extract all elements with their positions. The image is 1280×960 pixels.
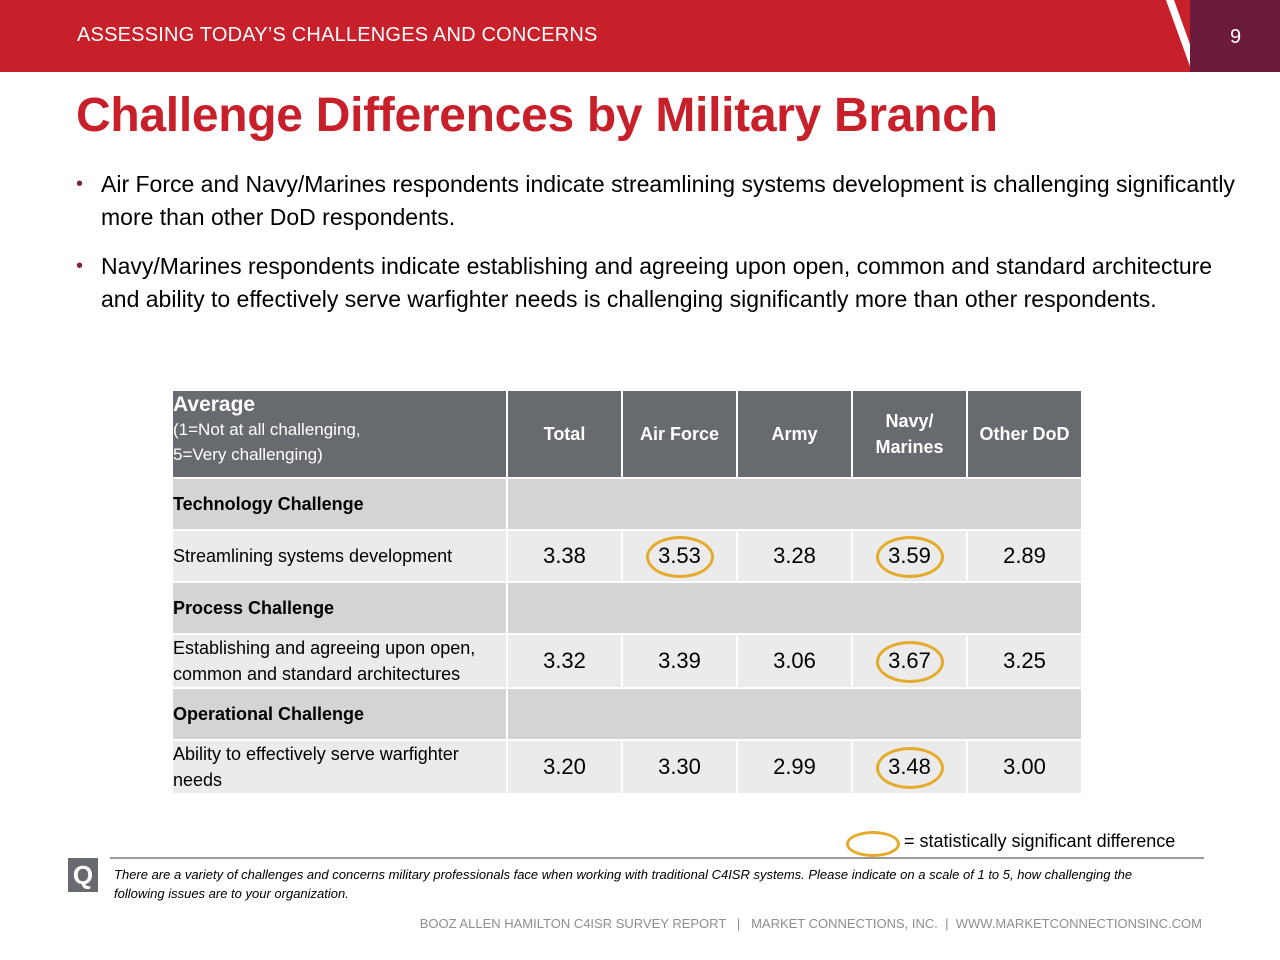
- value-text: 3.00: [1003, 754, 1046, 779]
- header-average: Average: [173, 393, 256, 416]
- value-cell: [968, 741, 1081, 793]
- bullet-text: Air Force and Navy/Marines respondents indicate streamlining systems development is challenging significantly more than other DoD respondents.: [101, 171, 1235, 230]
- value-cell: [968, 531, 1081, 581]
- value-cell: [738, 741, 851, 793]
- section-row: [173, 479, 1081, 529]
- row-label: Establishing and agreeing upon open, common and standard architectures: [173, 635, 506, 687]
- bullet-dot-icon: •: [76, 255, 84, 277]
- column-header-label: Air Force: [639, 423, 720, 444]
- value-text: 2.89: [1003, 543, 1046, 568]
- section-fill: [508, 583, 1081, 633]
- question-icon: Q: [68, 858, 98, 892]
- section-row: [173, 583, 1081, 633]
- value-text: 3.53: [658, 543, 701, 568]
- bullet-dot-icon: •: [76, 173, 84, 195]
- value-cell: [623, 531, 736, 581]
- value-cell: [853, 635, 966, 687]
- header-scale-line-1: (1=Not at all challenging,: [173, 420, 361, 439]
- value-cell: [738, 531, 851, 581]
- bullet-item: [76, 168, 1236, 234]
- value-text: 3.30: [658, 754, 701, 779]
- column-header-label: Army: [771, 423, 818, 444]
- significance-ring-icon: [876, 747, 944, 789]
- value-text: 3.39: [658, 648, 701, 673]
- value-text: 3.28: [773, 543, 816, 568]
- column-header: [508, 391, 621, 477]
- divider-line: [110, 857, 1204, 859]
- slide-title: Challenge Differences by Military Branch: [76, 89, 998, 142]
- table-header-row: [173, 391, 1081, 477]
- table-header-label: [173, 391, 506, 477]
- column-header: [968, 391, 1081, 477]
- column-header-label: Total: [543, 423, 586, 444]
- section-label: Operational Challenge: [173, 689, 506, 739]
- value-text: 3.67: [888, 648, 931, 673]
- header-scale-line-2: 5=Very challenging): [173, 445, 323, 464]
- table-row: [173, 531, 1081, 581]
- value-cell: [508, 635, 621, 687]
- value-text: 3.06: [773, 648, 816, 673]
- bullet-item: [76, 250, 1236, 316]
- value-text: 2.99: [773, 754, 816, 779]
- section-row: [173, 689, 1081, 739]
- value-text: 3.20: [543, 754, 586, 779]
- challenge-table: [171, 389, 1083, 795]
- significance-ring-icon: [846, 831, 900, 857]
- column-header: [623, 391, 736, 477]
- footer-text: BOOZ ALLEN HAMILTON C4ISR SURVEY REPORT | MARKET CONNECTIONS, INC. | WWW.MARKETCONNECTIONSINC.COM: [419, 916, 1202, 931]
- bullet-text: Navy/Marines respondents indicate establishing and agreeing upon open, common and standard architecture and ability to effectively serve warfighter needs is challenging significantly more than other respondents.: [101, 253, 1213, 312]
- survey-question: There are a variety of challenges and concerns military professionals face when working with traditional C4ISR systems. Please indicate on a scale of 1 to 5, how challenging the following issues are to your organization.: [114, 867, 1133, 901]
- section-fill: [508, 689, 1081, 739]
- column-header: [738, 391, 851, 477]
- significance-ring-icon: [646, 536, 714, 578]
- column-header-label: Navy/ Marines: [875, 411, 944, 457]
- section-label: Technology Challenge: [173, 479, 506, 529]
- value-text: 3.38: [543, 543, 586, 568]
- significance-ring-icon: [876, 641, 944, 683]
- value-cell: [853, 531, 966, 581]
- column-header-label: Other DoD: [979, 423, 1070, 444]
- section-label: Process Challenge: [173, 583, 506, 633]
- table-row: [173, 741, 1081, 793]
- value-cell: [508, 531, 621, 581]
- section-title: ASSESSING TODAY’S CHALLENGES AND CONCERNS: [77, 24, 598, 46]
- legend-text: = statistically significant difference: [904, 831, 1176, 851]
- value-cell: [968, 635, 1081, 687]
- row-label: Ability to effectively serve warfighter needs: [173, 741, 506, 793]
- bullet-list: [76, 168, 1236, 332]
- column-header: [853, 391, 966, 477]
- value-text: 3.48: [888, 754, 931, 779]
- row-label: Streamlining systems development: [173, 531, 506, 581]
- value-text: 3.32: [543, 648, 586, 673]
- table-row: [173, 635, 1081, 687]
- value-cell: [508, 741, 621, 793]
- value-cell: [623, 741, 736, 793]
- page-number: 9: [1230, 26, 1242, 48]
- value-cell: [623, 635, 736, 687]
- value-text: 3.59: [888, 543, 931, 568]
- value-cell: [738, 635, 851, 687]
- section-fill: [508, 479, 1081, 529]
- value-cell: [853, 741, 966, 793]
- significance-ring-icon: [876, 536, 944, 578]
- value-text: 3.25: [1003, 648, 1046, 673]
